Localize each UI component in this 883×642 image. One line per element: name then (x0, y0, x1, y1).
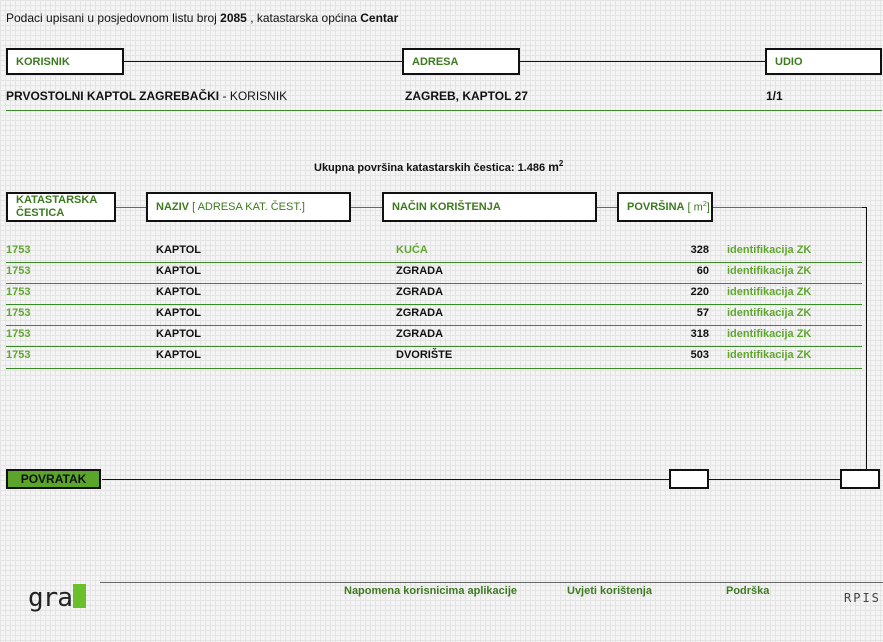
parcel-name: KAPTOL (156, 286, 202, 298)
parcel-link[interactable]: 1753 (6, 307, 31, 319)
right-vertical-line (866, 207, 867, 479)
parcel-name: KAPTOL (156, 349, 202, 361)
name-header: NAZIV [ ADRESA KAT. ČEST.] (146, 192, 351, 222)
parcel-area: 318 (690, 328, 709, 340)
parcel-name: KAPTOL (156, 265, 202, 277)
footer-link-terms[interactable]: Uvjeti korištenja (567, 585, 652, 597)
table-row (6, 303, 862, 324)
footer-line (100, 582, 883, 583)
title-municipality: Centar (360, 11, 399, 25)
parcel-area: 503 (690, 349, 709, 361)
area-header: POVRŠINA [ $m^2$] (617, 192, 713, 222)
parcel-usage: KUĆA (396, 244, 428, 256)
owner-address: ZAGREB, KAPTOL 27 (405, 89, 528, 103)
zk-identification-link[interactable]: identifikacija ZK (727, 307, 812, 319)
table-row (6, 261, 862, 282)
parcel-usage: ZGRADA (396, 307, 444, 319)
title-middle: , katastarska općina (250, 11, 357, 25)
zk-identification-link[interactable]: identifikacija ZK (727, 349, 812, 361)
zk-identification-link[interactable]: identifikacija ZK (727, 286, 812, 298)
parcel-name: KAPTOL (156, 307, 202, 319)
owner-name: PRVOSTOLNI KAPTOL ZAGREBAČKI (6, 89, 220, 103)
total-area-unit: $m^2$ (548, 159, 564, 174)
parcel-link[interactable]: 1753 (6, 244, 31, 256)
parcel-usage: ZGRADA (396, 328, 444, 340)
parcel-link[interactable]: 1753 (6, 328, 31, 340)
parcel-name: KAPTOL (156, 244, 202, 256)
owner-share: 1/1 (766, 89, 783, 103)
table-row (6, 240, 862, 261)
parcel-area: 328 (690, 244, 709, 256)
back-button[interactable]: POVRATAK (6, 469, 101, 489)
owner-row-divider (6, 110, 882, 111)
row-divider (6, 368, 862, 369)
zk-identification-link[interactable]: identifikacija ZK (727, 244, 812, 256)
logo-green-block (73, 584, 86, 608)
parcel-link[interactable]: 1753 (6, 349, 31, 361)
table-row (6, 324, 862, 345)
table-row (6, 345, 862, 366)
parcel-header: KATASTARSKA ČESTICA (6, 192, 116, 222)
rpis-logo: RPIS (844, 591, 881, 605)
parcel-area: 60 (696, 265, 709, 277)
zk-identification-link[interactable]: identifikacija ZK (727, 328, 812, 340)
table-row (6, 282, 862, 303)
zk-identification-link[interactable]: identifikacija ZK (727, 265, 812, 277)
title-number: 2085 (220, 11, 247, 25)
total-area-value: 1.486 (517, 162, 546, 174)
parcel-usage: ZGRADA (396, 286, 444, 298)
gra-logo[interactable]: gra (28, 584, 86, 608)
parcel-link[interactable]: 1753 (6, 286, 31, 298)
title-prefix: Podaci upisani u posjedovnom listu broj (6, 11, 217, 25)
share-header: UDIO (765, 48, 882, 75)
total-area-label: Ukupna površina katastarskih čestica: (314, 162, 515, 174)
page-title (6, 11, 398, 25)
owner-role: - KORISNIK (222, 89, 288, 103)
footer-link-notice[interactable]: Napomena korisnicima aplikacije (344, 585, 518, 597)
address-header: ADRESA (402, 48, 520, 75)
empty-box-right (840, 469, 880, 489)
bottom-line (102, 479, 866, 480)
total-area (314, 159, 563, 174)
owner-row (6, 89, 287, 103)
empty-box-left (669, 469, 709, 489)
footer-link-support[interactable]: Podrška (726, 585, 770, 597)
right-corner-line (862, 207, 867, 208)
parcel-name: KAPTOL (156, 328, 202, 340)
parcel-usage: ZGRADA (396, 265, 444, 277)
parcel-link[interactable]: 1753 (6, 265, 31, 277)
parcel-usage: DVORIŠTE (396, 349, 453, 361)
usage-header: NAČIN KORIŠTENJA (382, 192, 597, 222)
parcel-area: 220 (690, 286, 709, 298)
parcel-area: 57 (696, 307, 709, 319)
owner-header: KORISNIK (6, 48, 124, 75)
